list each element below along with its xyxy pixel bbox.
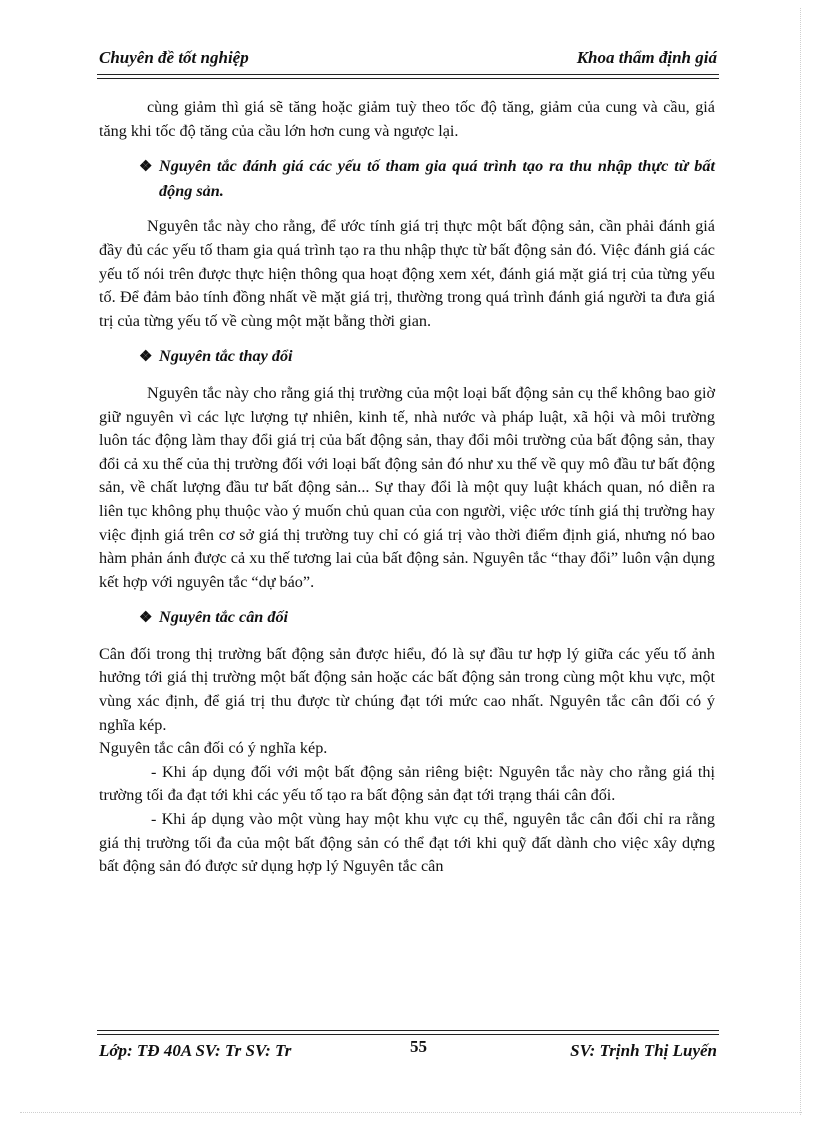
footer-class-info: Lớp: TĐ 40A SV: Tr SV: Tr xyxy=(99,1041,292,1060)
header-department: Khoa thẩm định giá xyxy=(576,48,717,67)
heading-text: Nguyên tắc thay đổi xyxy=(159,347,293,366)
diamond-bullet-icon: ❖ xyxy=(139,159,153,176)
paragraph-1: cùng giảm thì giá sẽ tăng hoặc giảm tuỳ theo tốc độ tăng, giảm của cung và cầu, giá tăng khi tốc độ tăng của cầu lớn hơn cung và ngược lại. xyxy=(99,98,715,140)
diamond-bullet-icon: ❖ xyxy=(139,349,153,366)
page-number: 55 xyxy=(410,1037,427,1056)
section-heading-income-factors xyxy=(99,155,715,203)
dash-item-1: - Khi áp dụng đối với một bất động sản riêng biệt: Nguyên tắc này cho rằng giá thị trường tối đa đạt tới khi các yếu tố tạo ra bất động sản đạt tới trạng thái cân đối. xyxy=(99,762,715,805)
page-body xyxy=(99,96,715,879)
header-title: Chuyên đề tốt nghiệp xyxy=(99,48,249,67)
header-divider xyxy=(97,74,719,79)
page-edge-right xyxy=(800,8,801,1115)
paragraph-3: Nguyên tắc này cho rằng giá thị trường của một loại bất động sản cụ thể không bao giờ giữ nguyên vì các lực lượng tự nhiên, kinh tế, nhà nước và pháp luật, xã hội và môi trường luôn tác động làm thay đổi giá trị của bất động sản, thay đổi môi trường của bất động sản, thay đổi cả xu thế của thị trường đối với loại bất động sản đó như xu thế về quy mô đầu tư bất động sản, về chất lượng đầu tư bất động sản... Sự thay đổi là một quy luật khách quan, nó diễn ra liên tục không phụ thuộc vào ý muốn chủ quan của con người, việc ước tính giá thị trường hay việc định giá trên cơ sở giá thị trường tuy chỉ có giá trị vào thời điểm định giá, nhưng nó bao hàm phản ánh được cả xu thế tương lai của bất động sản. Nguyên tắc “thay đổi” luôn vận dụng kết hợp với nguyên tắc “dự báo”. xyxy=(99,383,715,591)
dash-item-2: - Khi áp dụng vào một vùng hay một khu vực cụ thể, nguyên tắc cân đối chỉ ra rằng giá thị trường tối đa của một bất động sản có thể đạt tới khi quỹ đất dành cho việc xây dựng bất động sản đó được sử dụng hợp lý Nguyên tắc cân xyxy=(99,810,715,876)
page-edge-bottom xyxy=(20,1112,802,1113)
section-heading-change xyxy=(99,345,715,370)
paragraph-5: Nguyên tắc cân đối có ý nghĩa kép. xyxy=(99,739,328,758)
footer-student-name: SV: Trịnh Thị Luyến xyxy=(570,1041,717,1060)
page-header xyxy=(97,48,719,74)
heading-text: Nguyên tắc cân đối xyxy=(159,608,289,627)
heading-text: Nguyên tắc đánh giá các yếu tố tham gia quá trình tạo ra thu nhập thực từ bất động sản. xyxy=(159,157,715,200)
diamond-bullet-icon: ❖ xyxy=(139,610,153,627)
footer-divider xyxy=(97,1030,719,1035)
page-footer xyxy=(97,1037,719,1063)
paragraph-4: Cân đối trong thị trường bất động sản được hiểu, đó là sự đầu tư hợp lý giữa các yếu tố ảnh hưởng tới giá thị trường một bất động sản hoặc các bất động sản trong cùng một khu vực, một vùng xác định, để giá trị thu được từ chúng đạt tới mức cao nhất. Nguyên tắc cân đối có ý nghĩa kép. xyxy=(99,644,715,734)
section-heading-balance xyxy=(99,606,715,631)
paragraph-2: Nguyên tắc này cho rằng, để ước tính giá trị thực một bất động sản, cần phải đánh giá đầy đủ các yếu tố tham gia quá trình tạo ra thu nhập thực từ bất động sản đó. Việc đánh giá các yếu tố nói trên được thực hiện thông qua hoạt động xem xét, đánh giá mặt giá trị của từng yếu tố. Để đảm bảo tính đồng nhất về mặt giá trị, thường trong quá trình đánh giá người ta đưa giá trị của từng yếu tố về cùng một mặt bằng thời gian. xyxy=(99,217,715,330)
